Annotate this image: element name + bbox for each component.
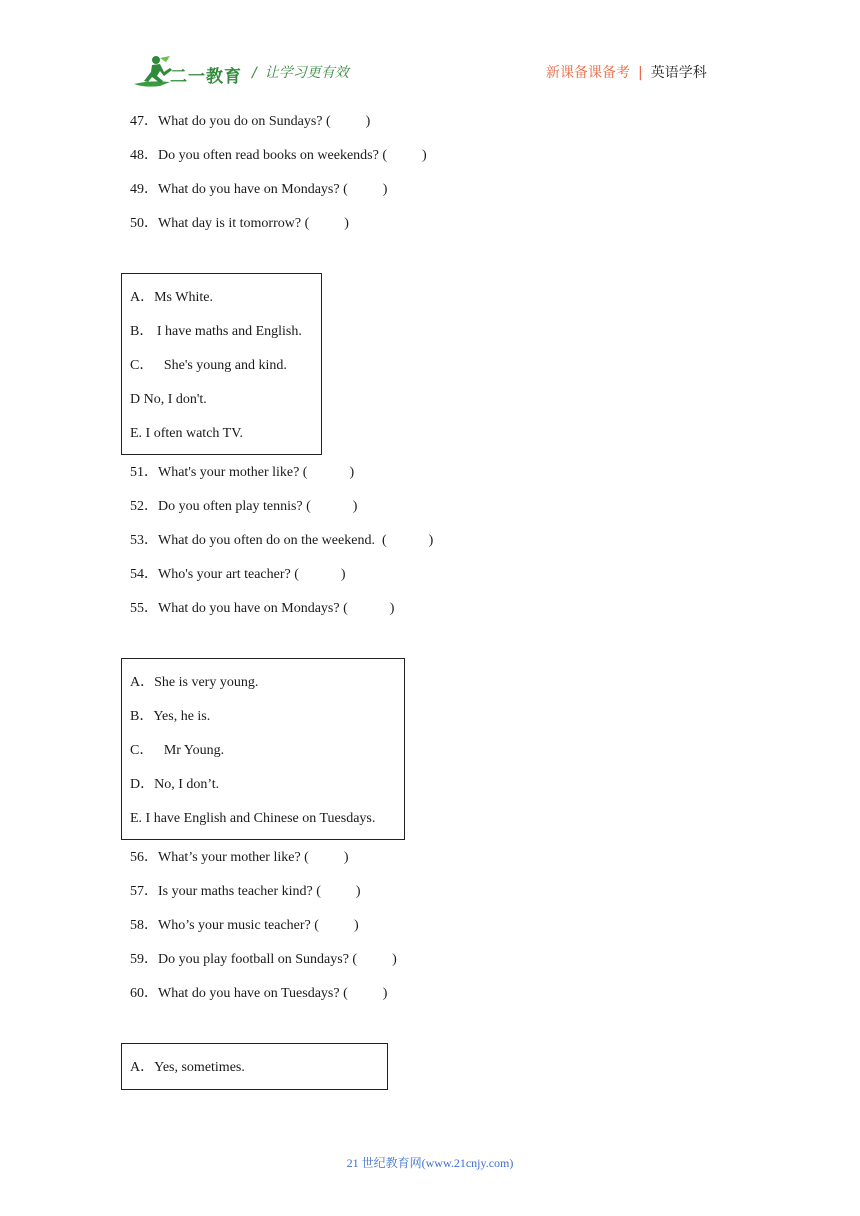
option-c: C． Mr Young. (130, 743, 225, 758)
question-52: 52．Do you often play tennis? ( ) (130, 499, 358, 514)
question-50: 50．What day is it tomorrow? ( ) (130, 216, 349, 231)
tag-right: 英语学科 (650, 65, 707, 81)
option-a: A．She is very young. (130, 675, 259, 690)
page-footer: 21 世纪教育网(www.21cnjy.com) (346, 1156, 514, 1170)
subject-tag (546, 62, 707, 82)
question-47: 47．What do you do on Sundays? ( ) (130, 114, 371, 129)
options-box-2 (121, 658, 405, 840)
options-box-1 (121, 273, 322, 455)
question-60: 60．What do you have on Tuesdays? ( ) (130, 986, 388, 1001)
option-c: C． She's young and kind. (130, 358, 287, 373)
question-56: 56．What’s your mother like? ( ) (130, 850, 349, 865)
option-d: D．No, I don’t. (130, 777, 220, 792)
question-55: 55．What do you have on Mondays? ( ) (130, 601, 395, 616)
question-57: 57．Is your maths teacher kind? ( ) (130, 884, 361, 899)
option-e: E. I have English and Chinese on Tuesdays. (130, 811, 376, 826)
option-a: A．Ms White. (130, 290, 213, 305)
question-51: 51．What's your mother like? ( ) (130, 465, 355, 480)
question-58: 58．Who’s your music teacher? ( ) (130, 918, 359, 933)
slogan-text: 让学习更有效 (264, 65, 349, 81)
question-48: 48．Do you often read books on weekends? ( ) (130, 148, 427, 163)
logo-text: 二一教育 (170, 67, 242, 87)
question-59: 59．Do you play football on Sundays? ( ) (130, 952, 397, 967)
question-54: 54．Who's your art teacher? ( ) (130, 567, 346, 582)
question-53: 53．What do you often do on the weekend. ( ) (130, 533, 434, 548)
options-box-3 (121, 1043, 388, 1090)
option-e: E. I often watch TV. (130, 426, 244, 441)
question-49: 49．What do you have on Mondays? ( ) (130, 182, 388, 197)
page-header (0, 0, 860, 100)
tag-left: 新课备课备考 (546, 65, 630, 81)
option-d: D No, I don't. (130, 392, 207, 407)
option-b: B． I have maths and English. (130, 324, 302, 339)
option-a: A．Yes, sometimes. (130, 1060, 245, 1075)
tag-separator: | (638, 65, 643, 81)
slogan: / 让学习更有效 (252, 65, 349, 81)
option-b: B．Yes, he is. (130, 709, 211, 724)
